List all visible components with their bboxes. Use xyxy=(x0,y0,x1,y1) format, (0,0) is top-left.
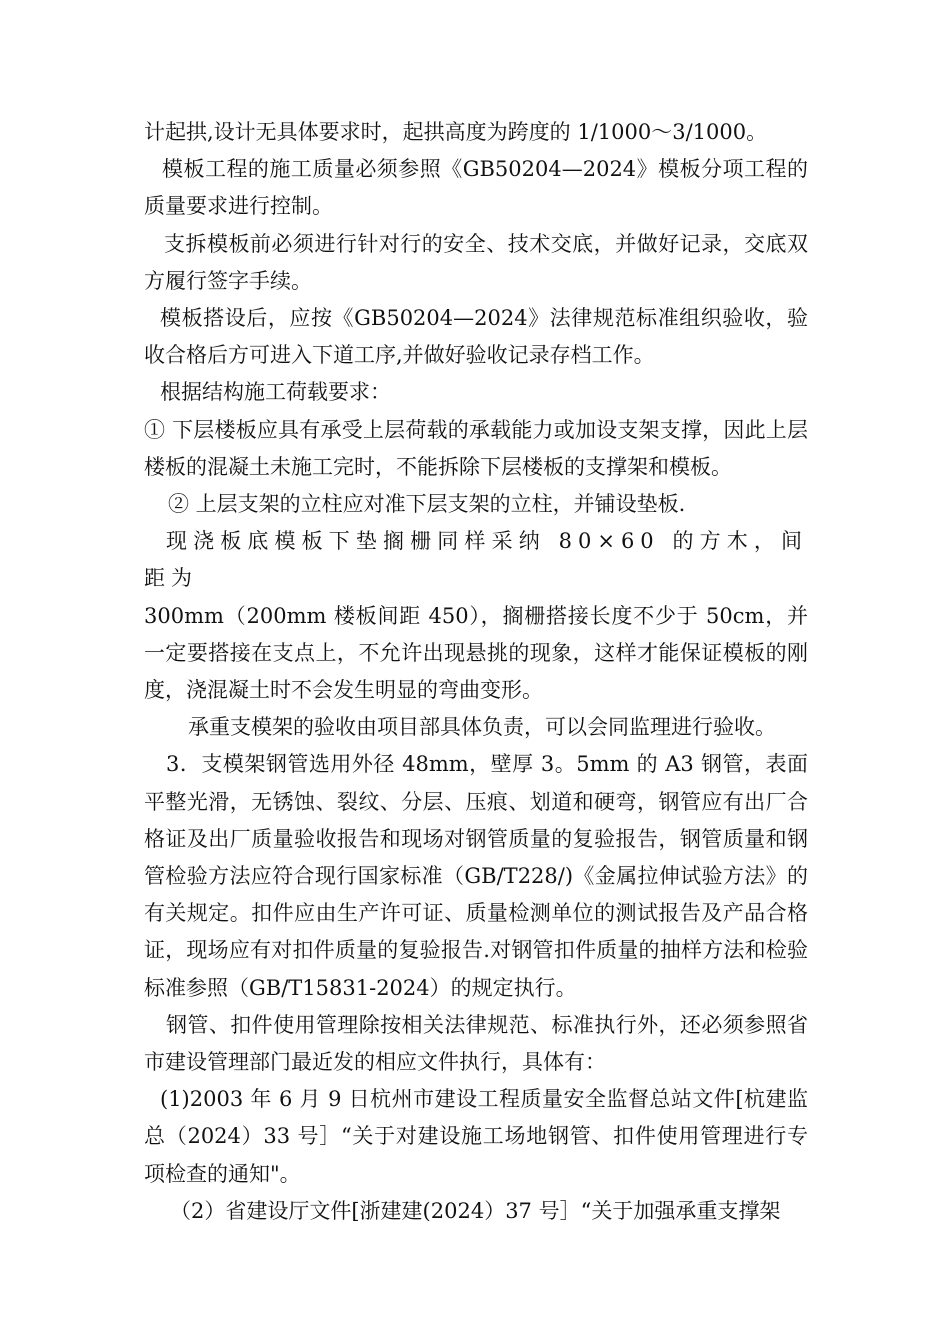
paragraph: 现浇板底模板下垫搁栅同样采纳 80×60 的方木，间距为 xyxy=(144,529,808,591)
paragraph: 承重支模架的验收由项目部具体负责，可以会同监理进行验收。 xyxy=(188,715,776,740)
paragraph: 计起拱,设计无具体要求时，起拱高度为跨度的 1/1000～3/1000。 xyxy=(144,120,768,144)
paragraph: （2）省建设厅文件[浙建建(2024）37 号］“关于加强承重支撑架 xyxy=(170,1198,781,1223)
paragraph: 300mm（200mm 楼板间距 450），搁栅搭接长度不少于 50cm，并一定要搭接在支点上，不允许出现悬挑的现象，这样才能保证模板的刚度，浇混凝土时不会发生明显的弯曲变形。 xyxy=(144,603,808,703)
paragraph: (1)2003 年 6 月 9 日杭州市建设工程质量安全监督总站文件[杭建监总（2024）33 号］“关于对建设施工场地钢管、扣件使用管理进行专项检查的通知"。 xyxy=(144,1087,808,1186)
paragraph: 模板搭设后，应按《GB50204—2024》法律规范标准组织验收，验收合格后方可进入下道工序,并做好验收记录存档工作。 xyxy=(144,306,808,368)
paragraph: 3．支模架钢管选用外径 48mm，壁厚 3。5mm 的 A3 钢管，表面平整光滑，无锈蚀、裂纹、分层、压痕、划道和硬弯，钢管应有出厂合格证及出厂质量验收报告和现场对钢管质量的复验报告，钢管质量和钢管检验方法应符合现行国家标准（GB/T228/)《金属拉伸试验方法》的有关规定。扣件应由生产许可证、质量检测单位的测试报告及产品合格证，现场应有对扣件质量的复验报告.对钢管扣件质量的抽样方法和检验标准参照（GB/T15831-2024）的规定执行。 xyxy=(144,752,808,1000)
paragraph: 根据结构施工荷载要求： xyxy=(160,380,391,405)
paragraph: ① 下层楼板应具有承受上层荷载的承载能力或加设支架支撑，因此上层楼板的混凝土未施工完时，不能拆除下层楼板的支撑架和模板。 xyxy=(144,417,808,479)
paragraph: 支拆模板前必须进行针对行的安全、技术交底，并做好记录，交底双方履行签字手续。 xyxy=(144,231,808,293)
paragraph: 模板工程的施工质量必须参照《GB50204—2024》模板分项工程的质量要求进行控制。 xyxy=(144,157,808,219)
paragraph: 钢管、扣件使用管理除按相关法律规范、标准执行外，还必须参照省市建设管理部门最近发的相应文件执行，具体有： xyxy=(144,1012,808,1075)
paragraph: ② 上层支架的立柱应对准下层支架的立柱，并铺设垫板. xyxy=(168,492,686,517)
document-body xyxy=(144,114,808,1230)
